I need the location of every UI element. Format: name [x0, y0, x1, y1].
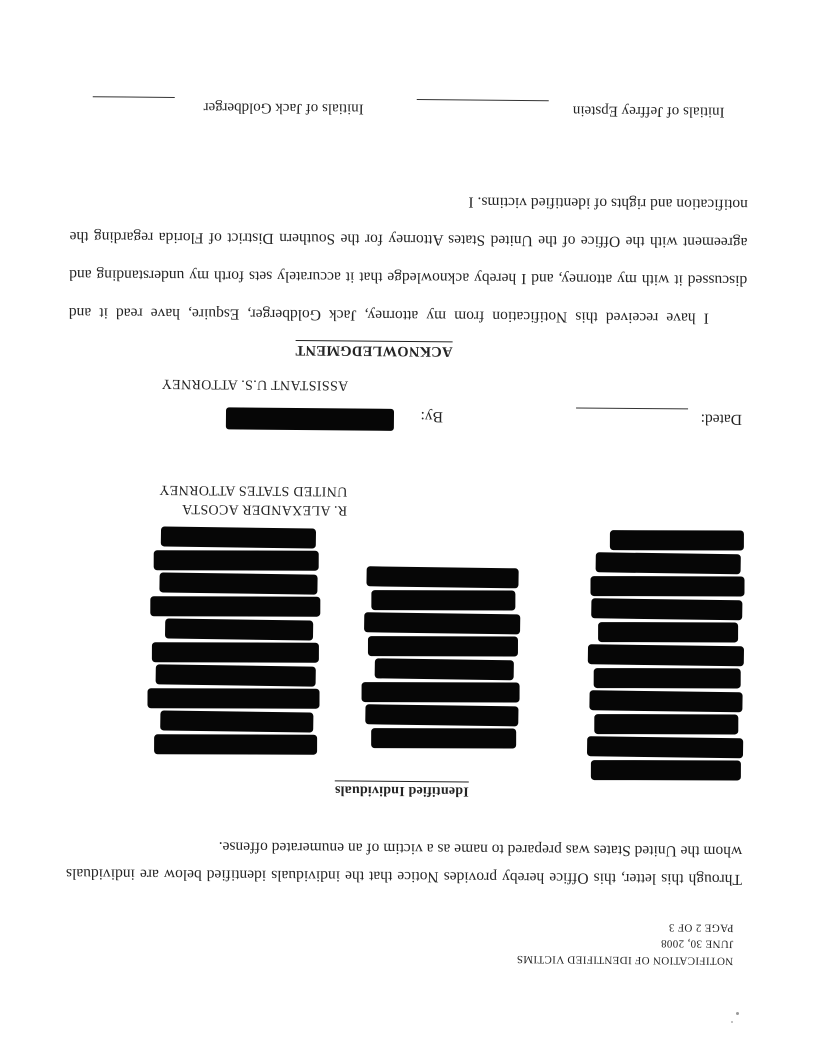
by-label: By:: [420, 408, 444, 426]
redaction-bar: [590, 576, 744, 596]
acknowledgment-heading-text: ACKNOWLEDGMENT: [295, 342, 453, 360]
initials-jack-goldberger-label: Initials of Jack Goldberger: [203, 99, 364, 117]
dated-blank-line: [576, 407, 688, 409]
redaction-bar: [147, 688, 319, 708]
redaction-bar: [598, 622, 738, 642]
redaction-bar: [150, 596, 320, 616]
header-page-number: PAGE 2 OF 3: [668, 921, 734, 934]
document-header: [516, 917, 733, 968]
us-attorney-name: R. ALEXANDER ACOSTA: [181, 501, 348, 518]
signature-block: [159, 480, 348, 520]
redacted-columns: [0, 1052, 812, 1056]
redacted-column: [147, 524, 321, 755]
identified-individuals-heading: [335, 781, 469, 798]
redaction-bar: [364, 612, 521, 634]
acknowledgment-heading: [295, 341, 452, 359]
redaction-bar: [362, 682, 520, 702]
redaction-bar: [594, 668, 741, 688]
redaction-bar: [595, 714, 739, 734]
header-date: JUNE 30, 2008: [660, 937, 734, 951]
dated-label: Dated:: [700, 410, 743, 428]
initials-jeffrey-epstein-blank: [417, 99, 549, 101]
header-title: NOTIFICATION OF IDENTIFIED VICTIMS: [516, 952, 734, 967]
identified-individuals-heading-text: Identified Individuals: [334, 782, 469, 799]
redaction-bar: [154, 550, 319, 570]
redaction-bar: [159, 572, 317, 594]
initials-jack-goldberger-blank: [93, 96, 175, 98]
redaction-bar: [591, 760, 741, 780]
redaction-bar: [165, 618, 313, 640]
acknowledgment-paragraph: I have received this Notification from my attorney, Jack Goldberger, Esquire, have read it and discussed it with my attorney, and I hereby acknowledge that it accurately sets forth my understanding and agreement with the Office of the United States Attorney for the Southern District of Florida regarding the notification and rights of identified victims. I: [68, 193, 748, 327]
redaction-bar: [588, 644, 744, 666]
redacted-column: [361, 564, 521, 749]
intro-paragraph: Through this letter, this Office hereby provides Notice that the individuals identified below are individuals whom the United States was prepared to name as a victim of an enumerated offense.: [65, 838, 743, 888]
redaction-bar: [368, 636, 518, 656]
redaction-bar: [610, 530, 744, 550]
redaction-bar: [591, 598, 743, 620]
redaction-bar: [154, 734, 317, 754]
redaction-bar: [595, 552, 740, 574]
redaction-bar: [589, 690, 742, 712]
redaction-bar: [152, 642, 319, 662]
redaction-bar: [367, 566, 519, 588]
redaction-bar: [160, 710, 313, 732]
us-attorney-title: UNITED STATES ATTORNEY: [158, 481, 348, 499]
redacted-column: [587, 527, 745, 781]
redaction-bar: [587, 736, 743, 758]
redaction-bar: [365, 704, 519, 726]
redacted-signature: [226, 407, 394, 430]
redaction-bar: [371, 728, 516, 748]
scan-artifact: [731, 1021, 733, 1023]
scan-artifact: [736, 1012, 739, 1015]
redaction-bar: [372, 590, 516, 610]
assistant-us-attorney-title: ASSISTANT U.S. ATTORNEY: [161, 375, 349, 393]
redaction-bar: [161, 526, 316, 548]
redaction-bar: [156, 664, 316, 686]
redaction-bar: [375, 658, 514, 680]
initials-jeffrey-epstein-label: Initials of Jeffrey Epstein: [572, 102, 725, 120]
